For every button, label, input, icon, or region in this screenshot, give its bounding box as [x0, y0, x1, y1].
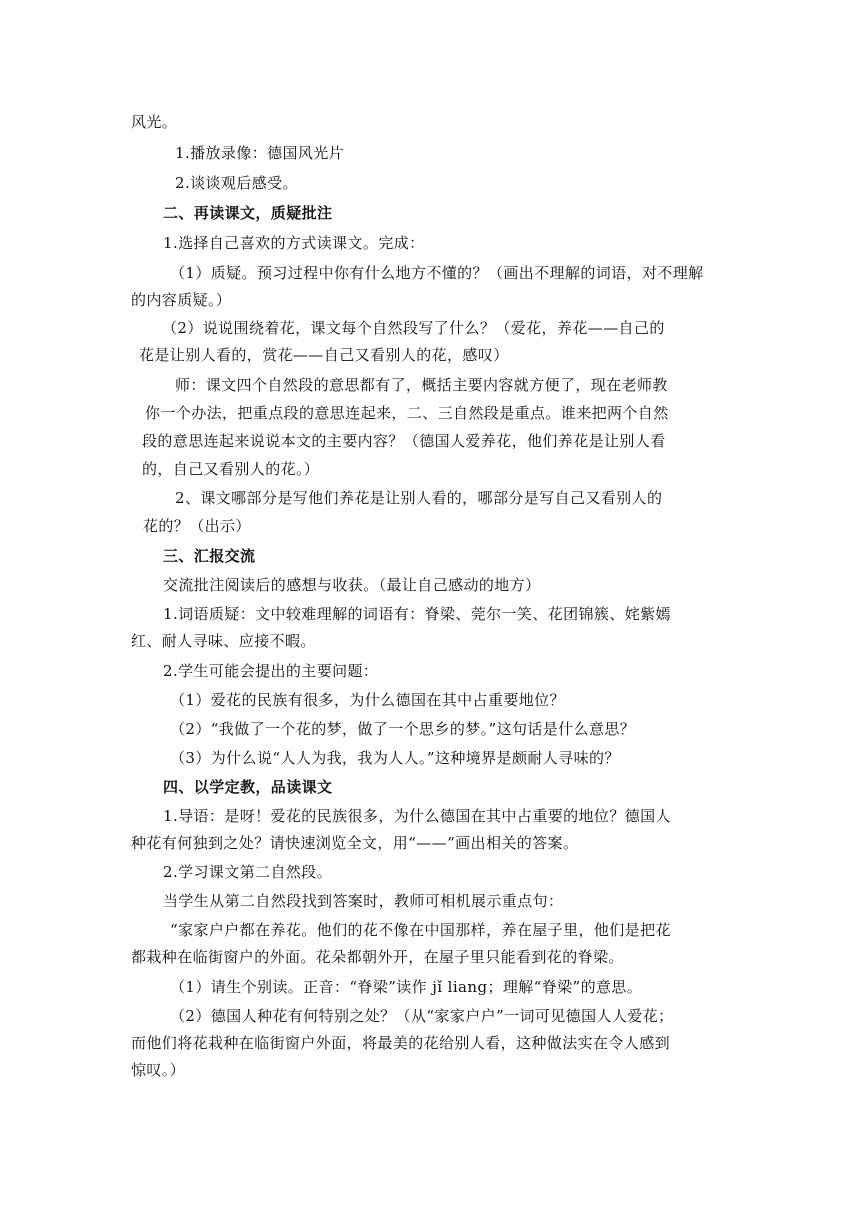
section-heading: 四、以学定教，品读课文 — [163, 778, 333, 796]
text-line: 1.词语质疑：文中较难理解的词语有：脊梁、莞尔一笑、花团锦簇、姹紫嫣 — [163, 605, 671, 623]
text-line: （2）“我做了一个花的梦，做了一个思乡的梦。”这句话是什么意思？ — [170, 720, 636, 738]
text-line: 惊叹。） — [131, 1061, 186, 1079]
text-line: 1.选择自己喜欢的方式读课文。完成： — [163, 234, 425, 252]
section-heading: 三、汇报交流 — [163, 547, 256, 565]
text-line: （1）质疑。预习过程中你有什么地方不懂的？（画出不理解的词语，对不理解 — [170, 264, 704, 282]
text-line: （1）请生个别读。正音：“脊梁”读作 jǐ liang；理解“脊梁”的意思。 — [170, 978, 643, 996]
text-line: （3）为什么说“人人为我，我为人人。”这种境界是颇耐人寻味的？ — [170, 749, 620, 767]
text-line: 2、课文哪部分是写他们养花是让别人看的，哪部分是写自己又看别人的 — [175, 489, 663, 507]
text-line: 1.导语：是呀！爱花的民族很多，为什么德国在其中占重要的地位？德国人 — [163, 807, 671, 825]
text-line: 都栽种在临街窗户的外面。花朵都朝外开，在屋子里只能看到花的脊梁。 — [131, 948, 624, 966]
text-line: 交流批注阅读后的感想与收获。（最让自己感动的地方） — [163, 576, 541, 594]
section-heading: 二、再读课文，质疑批注 — [163, 204, 333, 222]
text-line: 红、耐人寻味、应接不暇。 — [131, 632, 316, 650]
text-line: 而他们将花栽种在临街窗户外面，将最美的花给别人看，这种做法实在令人感到 — [131, 1034, 671, 1052]
text-line: 2.学生可能会提出的主要问题： — [163, 662, 379, 680]
text-line: 师：课文四个自然段的意思都有了，概括主要内容就方便了，现在老师教 — [175, 376, 668, 394]
text-line: “家家户户都在养花。他们的花不像在中国那样，养在屋子里，他们是把花 — [170, 921, 671, 939]
text-line: 当学生从第二自然段找到答案时，教师可相机展示重点句： — [163, 892, 564, 910]
text-line: 的，自己又看别人的花。） — [142, 460, 320, 478]
text-line: （2）说说围绕着花，课文每个自然段写了什么？（爱花，养花——自己的 — [162, 319, 665, 337]
text-line: 2.谈谈观后感受。 — [175, 174, 298, 192]
text-line: 花的？（出示） — [143, 517, 251, 535]
text-line: （1）爱花的民族有很多，为什么德国在其中占重要地位？ — [170, 691, 565, 709]
text-line: 段的意思连起来说说本文的主要内容？（德国人爱养花，他们养花是让别人看 — [142, 432, 666, 450]
text-line: 你一个办法，把重点段的意思连起来，二、三自然段是重点。谁来把两个自然 — [145, 404, 669, 422]
text-line: 风光。 — [131, 113, 178, 131]
text-line: 1.播放录像：德国风光片 — [175, 144, 345, 162]
text-line: 花是让别人看的，赏花——自己又看别人的花，感叹） — [139, 346, 509, 364]
text-line: 种花有何独到之处？请快速浏览全文，用“——”画出相关的答案。 — [131, 834, 579, 852]
text-line: （2）德国人种花有何特别之处？（从“家家户户”一词可见德国人人爱花； — [170, 1007, 674, 1025]
text-line: 2.学习课文第二自然段。 — [163, 863, 333, 881]
text-line: 的内容质疑。） — [131, 291, 232, 309]
